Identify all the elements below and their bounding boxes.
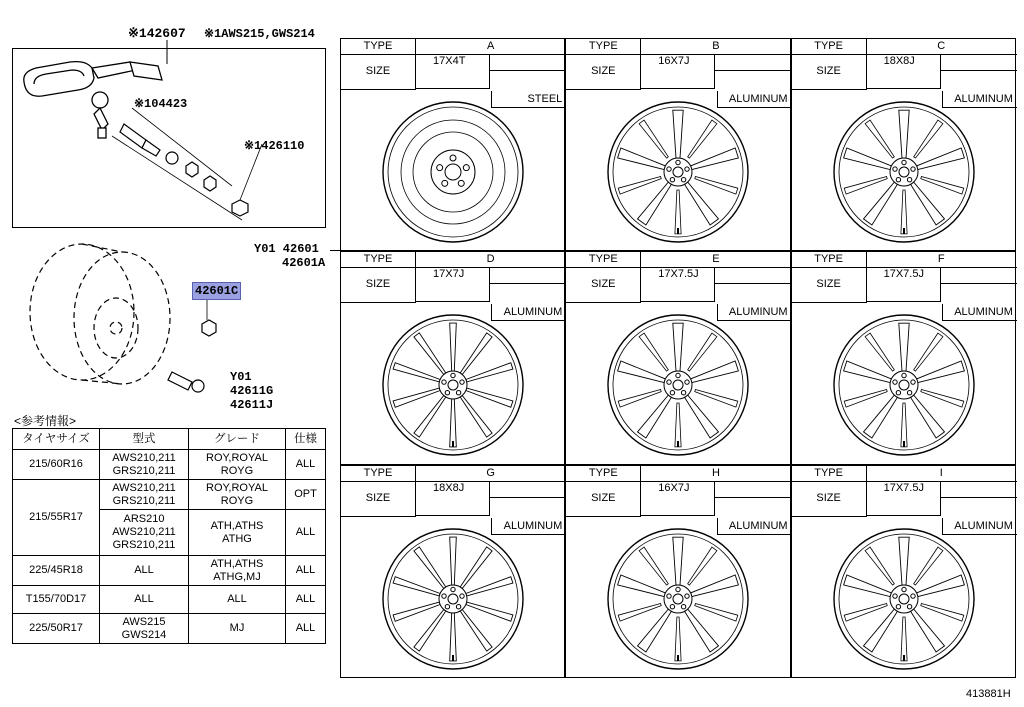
size-label: SIZE (792, 54, 867, 90)
wheel-type: G (415, 466, 566, 482)
type-label: TYPE (566, 466, 641, 482)
wheel-size: 17X4T (415, 54, 490, 89)
size-label: SIZE (566, 481, 641, 517)
wheel-drawing (824, 97, 984, 247)
valve-y01-label[interactable]: Y01 (230, 370, 252, 384)
wheel-type: H (640, 466, 791, 482)
cell-line: AWS210,211 (112, 451, 176, 464)
col-model: 型式 (100, 429, 189, 450)
table-cell (100, 480, 189, 510)
wheel-material: STEEL (491, 91, 566, 108)
wheel-size: 16X7J (640, 481, 715, 516)
wheel-cell-f[interactable] (791, 251, 1016, 464)
table-cell: ALL (189, 586, 286, 614)
table-cell: ALL (100, 586, 189, 614)
table-cell: ALL (286, 510, 326, 556)
wheel-type: D (415, 252, 566, 268)
wheel-type: B (640, 39, 791, 55)
wheel-cell-a[interactable] (340, 38, 565, 251)
diagram-id: 413881H (966, 688, 1011, 700)
size-label: SIZE (566, 267, 641, 303)
size-label: SIZE (341, 54, 416, 90)
leader-line (330, 250, 340, 251)
wheel-type: C (866, 39, 1017, 55)
divider (490, 70, 566, 71)
divider (941, 283, 1017, 284)
table-cell (189, 556, 286, 586)
table-cell: 215/55R17 (13, 480, 100, 556)
wheel-cell-c[interactable] (791, 38, 1016, 251)
wheel-cell-h[interactable] (565, 465, 790, 678)
table-cell (189, 510, 286, 556)
table-cell: 215/60R16 (13, 450, 100, 480)
type-label: TYPE (566, 252, 641, 268)
cell-line: ARS210 (123, 513, 165, 525)
table-cell: ALL (286, 450, 326, 480)
cell-line: GWS214 (121, 628, 167, 641)
wheel-cell-b[interactable] (565, 38, 790, 251)
wheel-size: 17X7.5J (866, 267, 941, 302)
table-cell: 225/50R17 (13, 614, 100, 644)
wheel-drawing (598, 310, 758, 460)
type-label: TYPE (792, 466, 867, 482)
wheel-material: ALUMINUM (717, 518, 792, 535)
cell-line: ATH,ATHS (210, 519, 264, 532)
cell-line: ATHG (222, 532, 252, 545)
wheel-size: 16X7J (640, 54, 715, 89)
wheel-drawing (824, 310, 984, 460)
wheel-size: 17X7.5J (866, 481, 941, 516)
cell-line: AWS210,211 (112, 526, 176, 538)
wheel-drawing (373, 524, 533, 674)
divider (941, 497, 1017, 498)
col-grade: グレード (189, 429, 286, 450)
type-label: TYPE (341, 466, 416, 482)
wheel-drawing (373, 310, 533, 460)
wheel-material: ALUMINUM (491, 518, 566, 535)
reference-table (12, 428, 326, 644)
wheel-material: ALUMINUM (491, 304, 566, 321)
type-label: TYPE (341, 39, 416, 55)
cell-line: ATHG,MJ (213, 570, 261, 583)
cell-line: GRS210,211 (112, 494, 176, 507)
table-cell: ALL (286, 586, 326, 614)
cell-line: ROYG (220, 464, 254, 477)
wheel-size: 18X8J (415, 481, 490, 516)
wheel-drawing (598, 524, 758, 674)
wheel-size: 17X7J (415, 267, 490, 302)
wheel-type: F (866, 252, 1017, 268)
wheel-drawing (373, 97, 533, 247)
wheel-cell-i[interactable] (791, 465, 1016, 678)
cell-line: AWS210,211 (112, 481, 176, 494)
part-426110-label[interactable]: ※1426110 (244, 139, 305, 153)
wheel-size: 17X7.5J (640, 267, 715, 302)
table-cell: 225/45R18 (13, 556, 100, 586)
cell-line: ROY,ROYAL (206, 481, 268, 494)
table-cell: ALL (286, 614, 326, 644)
wheel-type: E (640, 252, 791, 268)
wheel-material: ALUMINUM (942, 304, 1017, 321)
cell-line: AWS215 (122, 615, 166, 628)
ref-42601a-label[interactable]: 42601A (282, 256, 326, 270)
wheel-cell-g[interactable] (340, 465, 565, 678)
type-label: TYPE (341, 252, 416, 268)
wheel-type: A (415, 39, 566, 55)
wheel-material: ALUMINUM (717, 91, 792, 108)
type-label: TYPE (792, 39, 867, 55)
divider (490, 497, 566, 498)
part-142607-label[interactable]: ※142607 (128, 26, 186, 41)
wheel-drawing (598, 97, 758, 247)
sensor-kit-drawing (12, 40, 332, 230)
cell-line: GRS210,211 (112, 464, 176, 477)
reference-title: <参考情報> (14, 414, 77, 428)
table-cell: ALL (100, 556, 189, 586)
type-label: TYPE (566, 39, 641, 55)
divider (490, 283, 566, 284)
table-cell: T155/70D17 (13, 586, 100, 614)
size-label: SIZE (341, 481, 416, 517)
wheel-material: ALUMINUM (942, 91, 1017, 108)
table-cell (189, 480, 286, 510)
wheel-drawing (824, 524, 984, 674)
wheel-type: I (866, 466, 1017, 482)
part-42601c-label[interactable]: 42601C (192, 284, 241, 298)
size-label: SIZE (566, 54, 641, 90)
divider (715, 497, 791, 498)
wheel-material: ALUMINUM (942, 518, 1017, 535)
table-cell (100, 450, 189, 480)
table-cell: ALL (286, 556, 326, 586)
part-note-label: ※1AWS215,GWS214 (204, 27, 315, 41)
wheel-cell-e[interactable] (565, 251, 790, 464)
size-label: SIZE (792, 481, 867, 517)
wheel-material: ALUMINUM (717, 304, 792, 321)
type-label: TYPE (792, 252, 867, 268)
cell-line: ROY,ROYAL (206, 451, 268, 464)
col-spec: 仕様 (286, 429, 326, 450)
table-cell (100, 614, 189, 644)
cell-line: ROYG (220, 494, 254, 507)
wheel-size: 18X8J (866, 54, 941, 89)
cell-line: GRS210,211 (112, 539, 176, 551)
ref-y01-42601-label[interactable]: Y01 42601 (254, 242, 319, 256)
divider (715, 70, 791, 71)
table-cell (100, 510, 189, 556)
col-tire-size: タイヤサイズ (13, 429, 100, 450)
table-cell: OPT (286, 480, 326, 510)
wheel-cell-d[interactable] (340, 251, 565, 464)
table-cell (189, 450, 286, 480)
table-cell: MJ (189, 614, 286, 644)
size-label: SIZE (341, 267, 416, 303)
size-label: SIZE (792, 267, 867, 303)
cell-line: ATH,ATHS (210, 557, 264, 570)
divider (941, 70, 1017, 71)
valve-42611j-label[interactable]: 42611J (230, 398, 274, 412)
divider (715, 283, 791, 284)
part-104423-label[interactable]: ※104423 (134, 97, 188, 111)
valve-42611g-label[interactable]: 42611G (230, 384, 274, 398)
